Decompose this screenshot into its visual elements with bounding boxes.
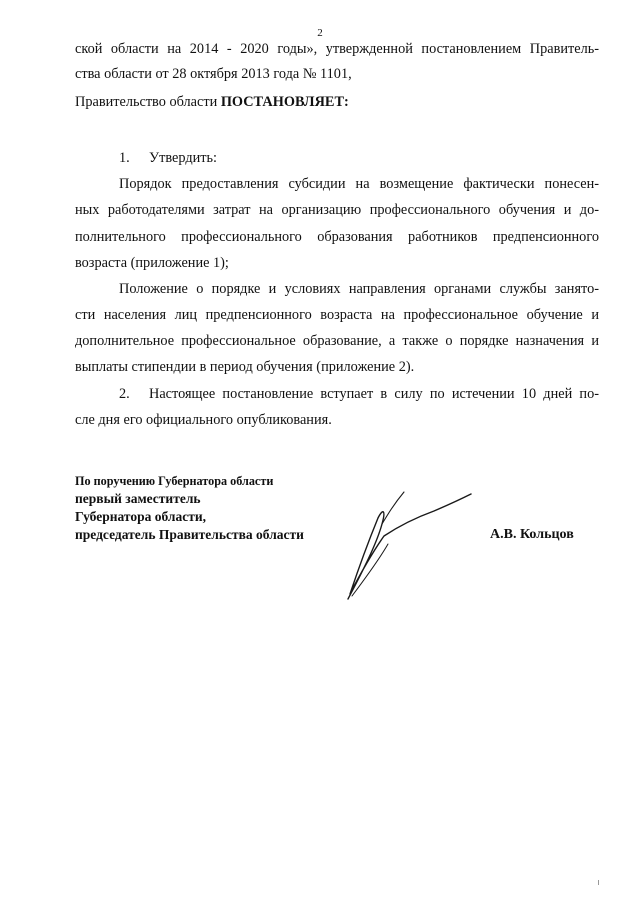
resolves-prefix: Правительство области: [75, 94, 221, 110]
resolves-word: ПОСТАНОВЛЯЕТ:: [220, 94, 349, 110]
signature-line-2: первый заместитель: [75, 491, 201, 506]
item-2-line-1: Настоящее постановление вступает в силу по истечении 10 дней по-: [149, 386, 599, 402]
intro-line-2: ства области от 28 октября 2013 года № 1101,: [75, 66, 352, 82]
para-1-line-3: полнительного профессионального образования работников предпенсионного: [75, 229, 599, 245]
item-2-number: 2.: [119, 386, 130, 402]
item-2-line-2: сле дня его официального опубликования.: [75, 412, 332, 428]
item-1-number: 1.: [119, 150, 130, 166]
signature-line-3: Губернатора области,: [75, 509, 206, 524]
page-number: 2: [317, 27, 323, 39]
intro-line-1: ской области на 2014 - 2020 годы», утвержденной постановлением Правитель-: [75, 41, 599, 57]
signature-line-1: По поручению Губернатора области: [75, 474, 274, 488]
para-1-line-4: возраста (приложение 1);: [75, 255, 229, 271]
para-2-line-1: Положение о порядке и условиях направления органами службы занято-: [119, 281, 599, 297]
para-2-line-2: сти населения лиц предпенсионного возраста на профессиональное обучение и: [75, 307, 599, 323]
item-1-text: Утвердить:: [149, 150, 218, 166]
para-2-line-3: дополнительное профессиональное образование, а также о порядке назначения и: [75, 333, 599, 349]
signer-name: А.В. Кольцов: [490, 527, 574, 542]
corner-mark: [598, 880, 599, 885]
signature-line-4: председатель Правительства области: [75, 527, 304, 542]
resolves-line: [75, 93, 349, 111]
para-1-line-1: Порядок предоставления субсидии на возмещение фактически понесен-: [119, 176, 599, 192]
para-1-line-2: ных работодателями затрат на организацию профессионального обучения и до-: [75, 202, 599, 218]
handwritten-signature: [338, 484, 478, 624]
para-2-line-4: выплаты стипендии в период обучения (приложение 2).: [75, 359, 415, 375]
